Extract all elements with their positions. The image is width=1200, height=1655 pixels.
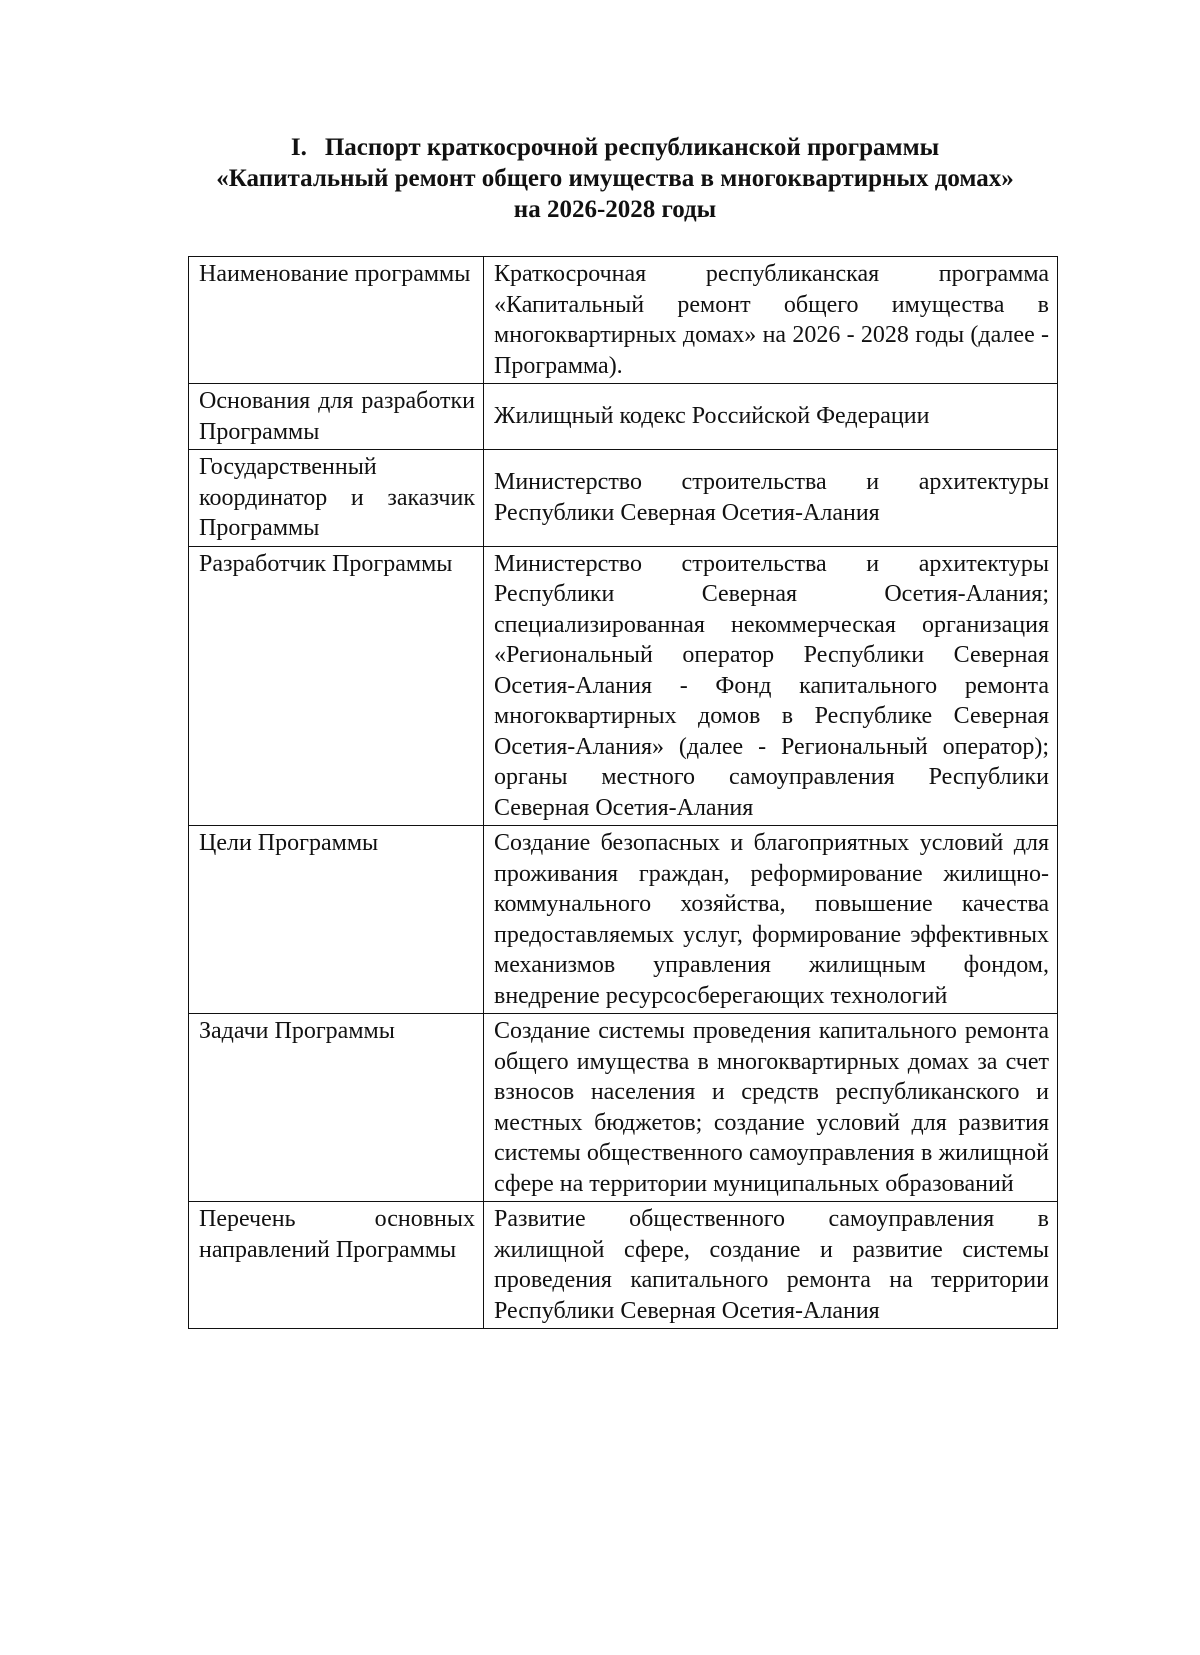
row-label: Перечень основных направлений Программы [189, 1202, 484, 1329]
row-label: Цели Программы [189, 826, 484, 1014]
passport-table [188, 256, 1058, 1329]
row-label: Государственный координатор и заказчик Программы [189, 450, 484, 547]
title-line-2: «Капитальный ремонт общего имущества в многоквартирных домах» [216, 165, 1014, 192]
section-number: I. [290, 134, 307, 161]
row-value: Создание системы проведения капитального ремонта общего имущества в многоквартирных домах за счет взносов населения и средств республиканского и местных бюджетов; создание условий для развития системы общественного самоуправления в жилищной сфере на территории муниципальных образований [484, 1014, 1058, 1202]
table-row [189, 826, 1058, 1014]
table-row [189, 450, 1058, 547]
table-row [189, 1014, 1058, 1202]
table-row [189, 1202, 1058, 1329]
table-row [189, 257, 1058, 384]
table-row [189, 384, 1058, 450]
title-text-1: Паспорт краткосрочной республиканской программы [324, 134, 940, 161]
row-value: Краткосрочная республиканская программа «Капитальный ремонт общего имущества в многоквартирных домах» на 2026 - 2028 годы (далее - Программа). [484, 257, 1058, 384]
title-line-3: на 2026-2028 годы [513, 196, 717, 223]
row-value: Министерство строительства и архитектуры Республики Северная Осетия-Алания [484, 450, 1058, 547]
row-value: Жилищный кодекс Российской Федерации [484, 384, 1058, 450]
document-title [150, 132, 1080, 225]
row-label: Разработчик Программы [189, 546, 484, 826]
title-line-1 [150, 132, 1080, 163]
row-label: Наименование программы [189, 257, 484, 384]
table-row [189, 546, 1058, 826]
row-label: Основания для разработки Программы [189, 384, 484, 450]
row-value: Создание безопасных и благоприятных условий для проживания граждан, реформирование жилищно-коммунального хозяйства, повышение качества предоставляемых услуг, формирование эффективных механизмов управления жилищным фондом, внедрение ресурсосберегающих технологий [484, 826, 1058, 1014]
row-label: Задачи Программы [189, 1014, 484, 1202]
row-value: Министерство строительства и архитектуры Республики Северная Осетия-Алания; специализированная некоммерческая организация «Региональный оператор Республики Северная Осетия-Алания - Фонд капитального ремонта многоквартирных домов в Республике Северная Осетия-Алания» (далее - Региональный оператор); органы местного самоуправления Республики Северная Осетия-Алания [484, 546, 1058, 826]
row-value: Развитие общественного самоуправления в жилищной сфере, создание и развитие системы проведения капитального ремонта на территории Республики Северная Осетия-Алания [484, 1202, 1058, 1329]
